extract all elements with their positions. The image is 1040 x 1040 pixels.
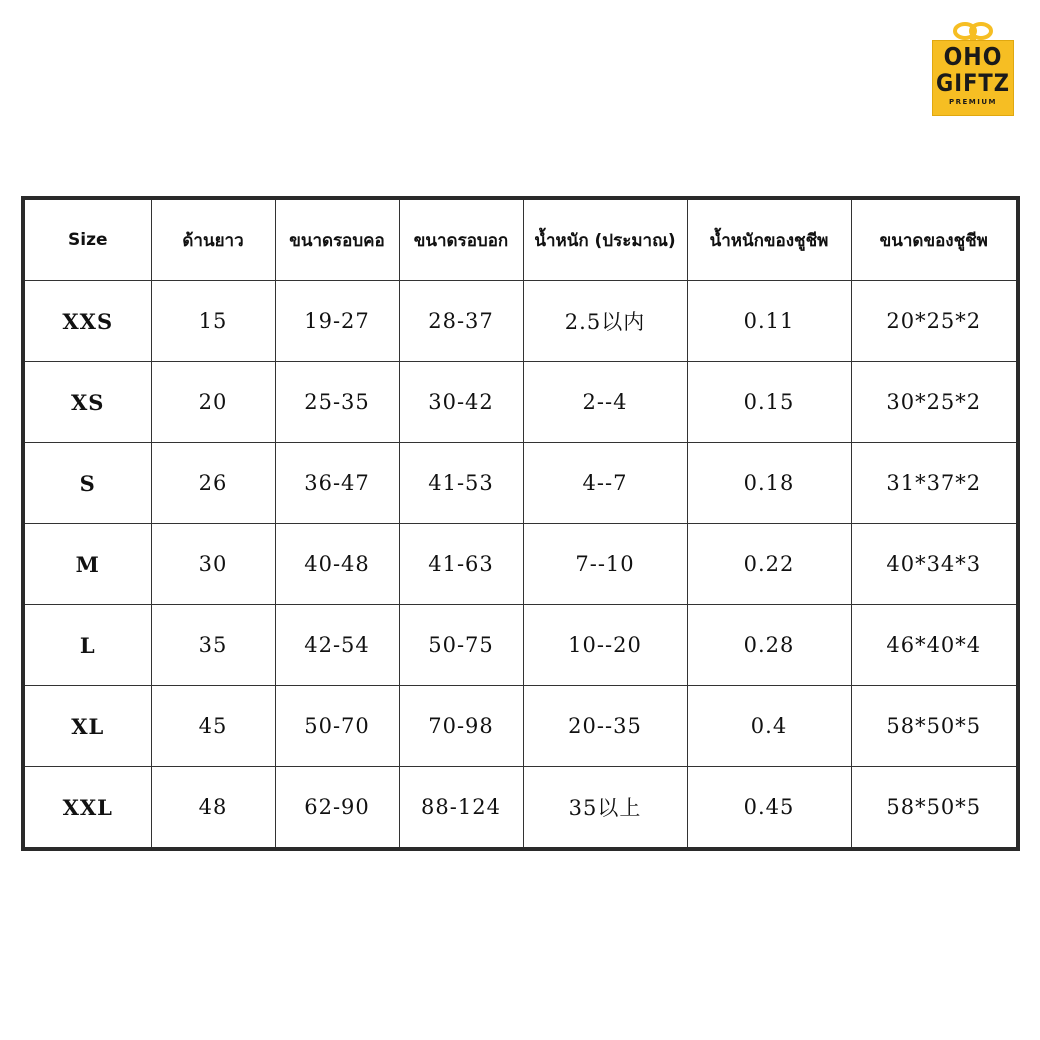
table-cell: 35以上 — [523, 767, 687, 850]
header-row — [23, 198, 1018, 281]
header-neck: ขนาดรอบคอ — [275, 198, 399, 281]
gift-bow-icon — [952, 20, 994, 42]
table-cell: 0.45 — [687, 767, 851, 850]
table-cell: XXS — [23, 281, 151, 362]
table-cell: 62-90 — [275, 767, 399, 850]
table-cell: 2.5以内 — [523, 281, 687, 362]
table-cell: 0.22 — [687, 524, 851, 605]
table-cell: 30 — [151, 524, 275, 605]
table-cell: 50-75 — [399, 605, 523, 686]
header-length: ด้านยาว — [151, 198, 275, 281]
table-cell: 30-42 — [399, 362, 523, 443]
table-cell: 0.18 — [687, 443, 851, 524]
table-cell: 20 — [151, 362, 275, 443]
logo-line-3: PREMIUM — [948, 98, 998, 106]
table-cell: 40*34*3 — [851, 524, 1018, 605]
table-cell: 36-47 — [275, 443, 399, 524]
table-cell: 28-37 — [399, 281, 523, 362]
table-cell: 35 — [151, 605, 275, 686]
table-cell: 0.4 — [687, 686, 851, 767]
table-cell: 25-35 — [275, 362, 399, 443]
table-cell: XXL — [23, 767, 151, 850]
header-vest-size: ขนาดของชูชีพ — [851, 198, 1018, 281]
table-cell: 46*40*4 — [851, 605, 1018, 686]
brand-logo — [932, 40, 1014, 116]
table-cell: 50-70 — [275, 686, 399, 767]
table-cell: 58*50*5 — [851, 686, 1018, 767]
table-cell: 31*37*2 — [851, 443, 1018, 524]
table-cell: 0.28 — [687, 605, 851, 686]
table-row — [23, 362, 1018, 443]
table-cell: XL — [23, 686, 151, 767]
table-cell: 20--35 — [523, 686, 687, 767]
table-cell: 20*25*2 — [851, 281, 1018, 362]
table-cell: 41-53 — [399, 443, 523, 524]
table-cell: 41-63 — [399, 524, 523, 605]
table-cell: 45 — [151, 686, 275, 767]
logo-line-1: OHO — [943, 43, 1003, 72]
table-cell: M — [23, 524, 151, 605]
table-row — [23, 767, 1018, 850]
table-row — [23, 686, 1018, 767]
table-cell: 70-98 — [399, 686, 523, 767]
table-row — [23, 281, 1018, 362]
header-weight: น้ำหนัก (ประมาณ) — [523, 198, 687, 281]
table-cell: 88-124 — [399, 767, 523, 850]
table-cell: 40-48 — [275, 524, 399, 605]
size-chart-table — [21, 196, 1020, 851]
table-cell: 30*25*2 — [851, 362, 1018, 443]
table-cell: 58*50*5 — [851, 767, 1018, 850]
table-cell: 2--4 — [523, 362, 687, 443]
table-cell: 19-27 — [275, 281, 399, 362]
table-cell: 0.15 — [687, 362, 851, 443]
table-cell: 10--20 — [523, 605, 687, 686]
table-cell: 0.11 — [687, 281, 851, 362]
header-chest: ขนาดรอบอก — [399, 198, 523, 281]
header-vest-weight: น้ำหนักของชูชีพ — [687, 198, 851, 281]
table-row — [23, 524, 1018, 605]
table-cell: XS — [23, 362, 151, 443]
table-cell: 4--7 — [523, 443, 687, 524]
table-row — [23, 443, 1018, 524]
table-cell: 48 — [151, 767, 275, 850]
table-cell: 42-54 — [275, 605, 399, 686]
logo-line-2: GIFTZ — [936, 69, 1010, 97]
table-cell: S — [23, 443, 151, 524]
table-cell: 26 — [151, 443, 275, 524]
table-cell: 15 — [151, 281, 275, 362]
table-cell: L — [23, 605, 151, 686]
table-cell: 7--10 — [523, 524, 687, 605]
table-row — [23, 605, 1018, 686]
header-size: Size — [23, 198, 151, 281]
